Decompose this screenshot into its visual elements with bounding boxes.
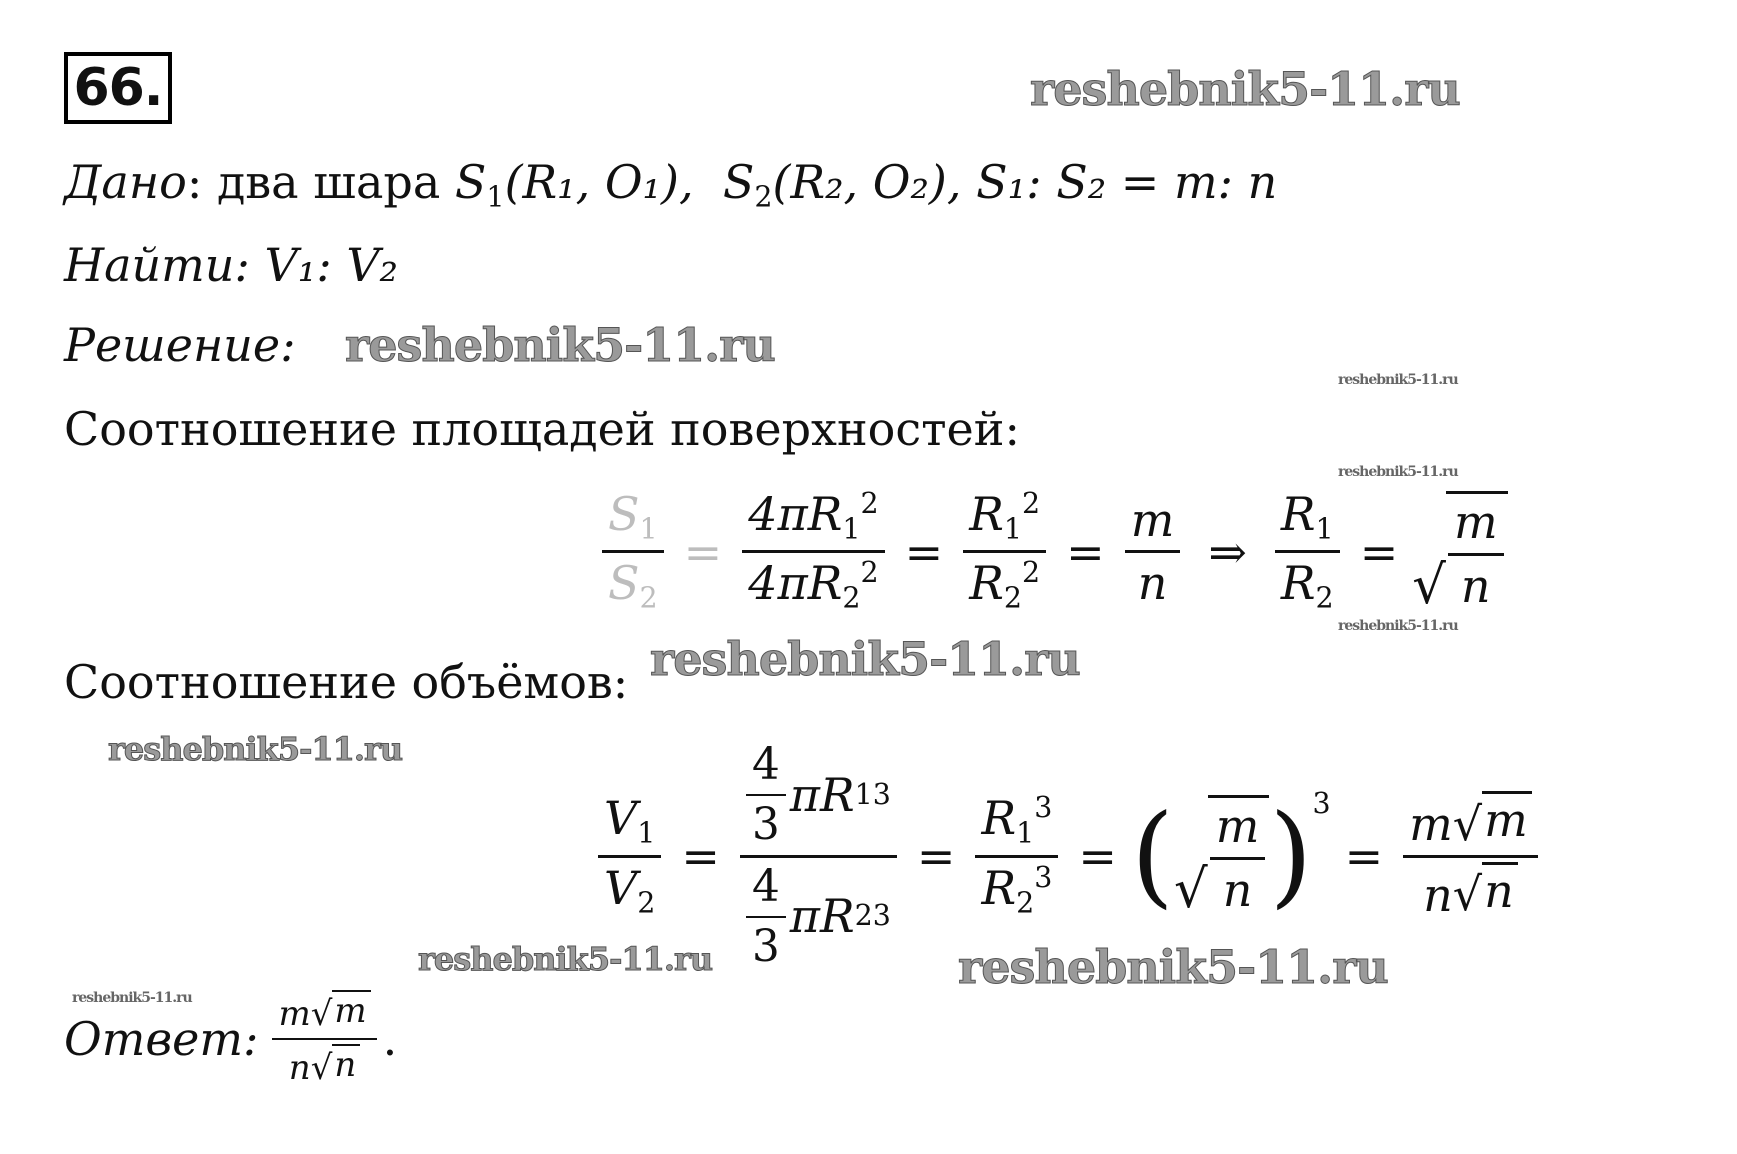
- area-equation: [596, 488, 1508, 616]
- watermark-lower-left: reshebnik5-11.ru: [418, 940, 713, 978]
- volume-equation: [592, 740, 1544, 972]
- implies-arrow: ⇒: [1208, 524, 1247, 579]
- sphere2-index: 2: [754, 180, 773, 214]
- frac-m-n: $\frac{m}{n}$: [1125, 494, 1181, 611]
- sphere1-args: (R₁, O₁),: [504, 155, 694, 209]
- watermark-mid: reshebnik5-11.ru: [650, 632, 1080, 686]
- sphere2-symbol: S: [722, 155, 755, 209]
- area-heading: Соотношение площадей поверхностей:: [64, 402, 1020, 456]
- eq-sign: =: [1078, 829, 1117, 883]
- answer-line: [64, 990, 397, 1088]
- frac-R-cubed: $\frac{R_1^3}{R_2^3}$: [975, 792, 1058, 920]
- watermark-solution: reshebnik5-11.ru: [345, 318, 775, 372]
- solution-colon: :: [280, 318, 296, 372]
- find-expr: : V₁: V₂: [234, 238, 398, 292]
- watermark-left: reshebnik5-11.ru: [108, 730, 403, 768]
- sphere2-args: (R₂, O₂),: [772, 155, 962, 209]
- given-label: Дано: [64, 155, 187, 209]
- given-text: : два шара: [186, 155, 455, 209]
- eq-sign: =: [1344, 829, 1384, 883]
- answer-label: Ответ: [64, 1012, 243, 1067]
- given-line: [64, 155, 1277, 214]
- frac-4piR: $\frac{4\pi R_1^2}{4\pi R_2^2}$: [742, 488, 884, 616]
- eq-sign: =: [1359, 524, 1399, 579]
- answer-fraction: m √ m n √ n: [272, 990, 376, 1088]
- frac-s1-s2: $\frac{S_1}{S_2}$: [602, 488, 664, 616]
- volume-heading: Соотношение объёмов:: [64, 655, 629, 709]
- solution-line: [64, 318, 296, 372]
- eq-sign: =: [904, 524, 944, 579]
- sqrt-m-over-n: √ $\frac{m}{n}$: [1412, 491, 1507, 613]
- watermark-small-3: reshebnik5-11.ru: [1338, 618, 1458, 634]
- find-line: [64, 238, 398, 292]
- sphere1-index: 1: [486, 180, 505, 214]
- eq-sign: =: [1066, 524, 1105, 579]
- watermark-lower-right: reshebnik5-11.ru: [958, 940, 1388, 994]
- problem-number: 66.: [64, 52, 172, 124]
- frac-volume-formula: $\frac{4}{3}$ π R 1 3 $\frac{4}{3}$ π R 2 3: [740, 740, 897, 972]
- eq-sign: =: [916, 829, 956, 883]
- frac-R-squared: $\frac{R_1^2}{R_2^2}$: [963, 488, 1046, 616]
- solution-label: Решение: [64, 318, 281, 372]
- frac-R1-R2: $\frac{R_1}{R_2}$: [1275, 488, 1340, 616]
- watermark-small-answer: reshebnik5-11.ru: [72, 990, 192, 1006]
- given-ratio: S₁: S₂ = m: n: [976, 155, 1278, 209]
- frac-result: m √ m n √ n: [1403, 791, 1538, 922]
- answer-period: .: [382, 1012, 398, 1067]
- sqrt-cubed: ( √ $\frac{m}{n}$ ) $^3$: [1130, 787, 1331, 920]
- watermark-top-right: reshebnik5-11.ru: [1030, 62, 1460, 116]
- frac-V1-V2: $\frac{V_1}{V_2}$: [598, 792, 661, 920]
- watermark-small-1: reshebnik5-11.ru: [1338, 372, 1458, 388]
- watermark-small-2: reshebnik5-11.ru: [1338, 464, 1458, 480]
- eq-sign: =: [681, 829, 720, 883]
- eq-sign: =: [683, 524, 723, 579]
- find-label: Найти: [64, 238, 235, 292]
- sphere1-symbol: S: [454, 155, 487, 209]
- answer-colon: :: [242, 1012, 259, 1067]
